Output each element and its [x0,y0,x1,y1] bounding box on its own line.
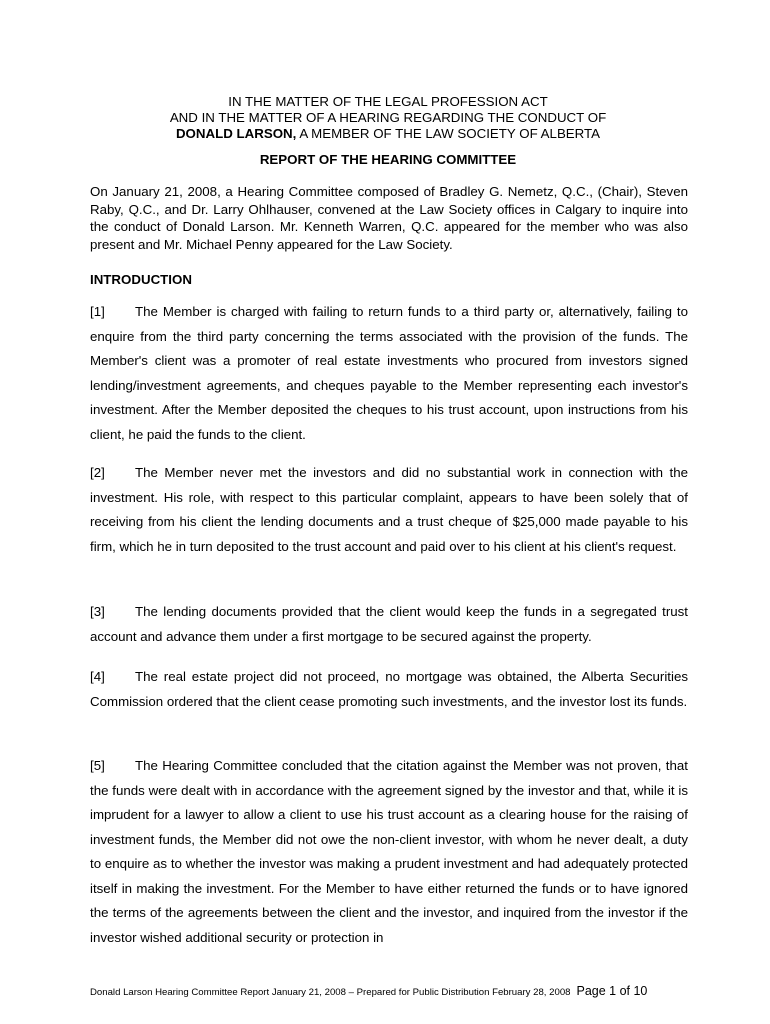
paragraph-2 [90,461,688,559]
page-footer [90,982,690,1000]
report-title: REPORT OF THE HEARING COMMITTEE [259,152,517,167]
section-title-introduction: INTRODUCTION [90,272,192,287]
heading-line-3-rest: A MEMBER OF THE LAW SOCIETY OF ALBERTA [296,126,601,141]
paragraph-text: The Hearing Committee concluded that the citation against the Member was not proven, that the funds were dealt with in accordance with the agreement signed by the investor and that, while it is imprudent for a lawyer to allow a client to use his trust account as a clearing house for the raising of investment funds, the Member did not owe the non-client investor, with whom he never dealt, a duty to enquire as to whether the investor was making a prudent investment and had adequately protected itself in making the investment. For the Member to have either returned the funds or to have ignored the terms of the agreements between the client and the investor, and inquired from the investor if the investor wished additional security or protection in [90,758,688,945]
heading-line-2: AND IN THE MATTER OF A HEARING REGARDING THE CONDUCT OF [169,110,607,125]
paragraph-5 [90,754,688,950]
paragraph-number: [3] [90,604,105,619]
intro-paragraph: On January 21, 2008, a Hearing Committee composed of Bradley G. Nemetz, Q.C., (Chair), Steven Raby, Q.C., and Dr. Larry Ohlhauser, convened at the Law Society offices in Calgary to inquire into the conduct of Donald Larson. Mr. Kenneth Warren, Q.C. appeared for the member who was also present and Mr. Michael Penny appeared for the Law Society. [90,184,688,252]
document-heading [88,94,688,142]
paragraph-text: The real estate project did not proceed, no mortgage was obtained, the Alberta Securities Commission ordered that the client cease promoting such investments, and the investor lost its funds. [90,669,688,709]
paragraph-text: The Member never met the investors and did no substantial work in connection with the investment. His role, with respect to this particular complaint, appears to have been solely that of receiving from his client the lending documents and a trust cheque of $25,000 made payable to his firm, which he in turn deposited to the trust account and paid over to his client at his client's request. [90,465,688,554]
paragraph-text: The lending documents provided that the client would keep the funds in a segregated trust account and advance them under a first mortgage to be secured against the property. [90,604,688,644]
paragraph-number: [2] [90,465,105,480]
paragraph-3 [90,600,688,649]
page-number: Page 1 of 10 [576,984,648,998]
heading-line-3 [88,126,688,142]
paragraph-number: [4] [90,669,105,684]
paragraph-1 [90,300,688,447]
footer-text: Donald Larson Hearing Committee Report January 21, 2008 – Prepared for Public Distribution February 28, 2008 [90,987,571,998]
paragraph-number: [1] [90,304,105,319]
paragraph-text: The Member is charged with failing to return funds to a third party or, alternatively, failing to enquire from the third party concerning the terms associated with the provision of the funds. The Member's client was a promoter of real estate investments who procured from investors signed lending/investment agreements, and cheques payable to the Member representing each investor's investment. After the Member deposited the cheques to his trust account, upon instructions from his client, he paid the funds to the client. [90,304,688,442]
paragraph-number: [5] [90,758,105,773]
member-name: DONALD LARSON, [175,126,297,141]
heading-line-1: IN THE MATTER OF THE LEGAL PROFESSION ACT [228,94,548,109]
paragraph-4 [90,665,688,714]
